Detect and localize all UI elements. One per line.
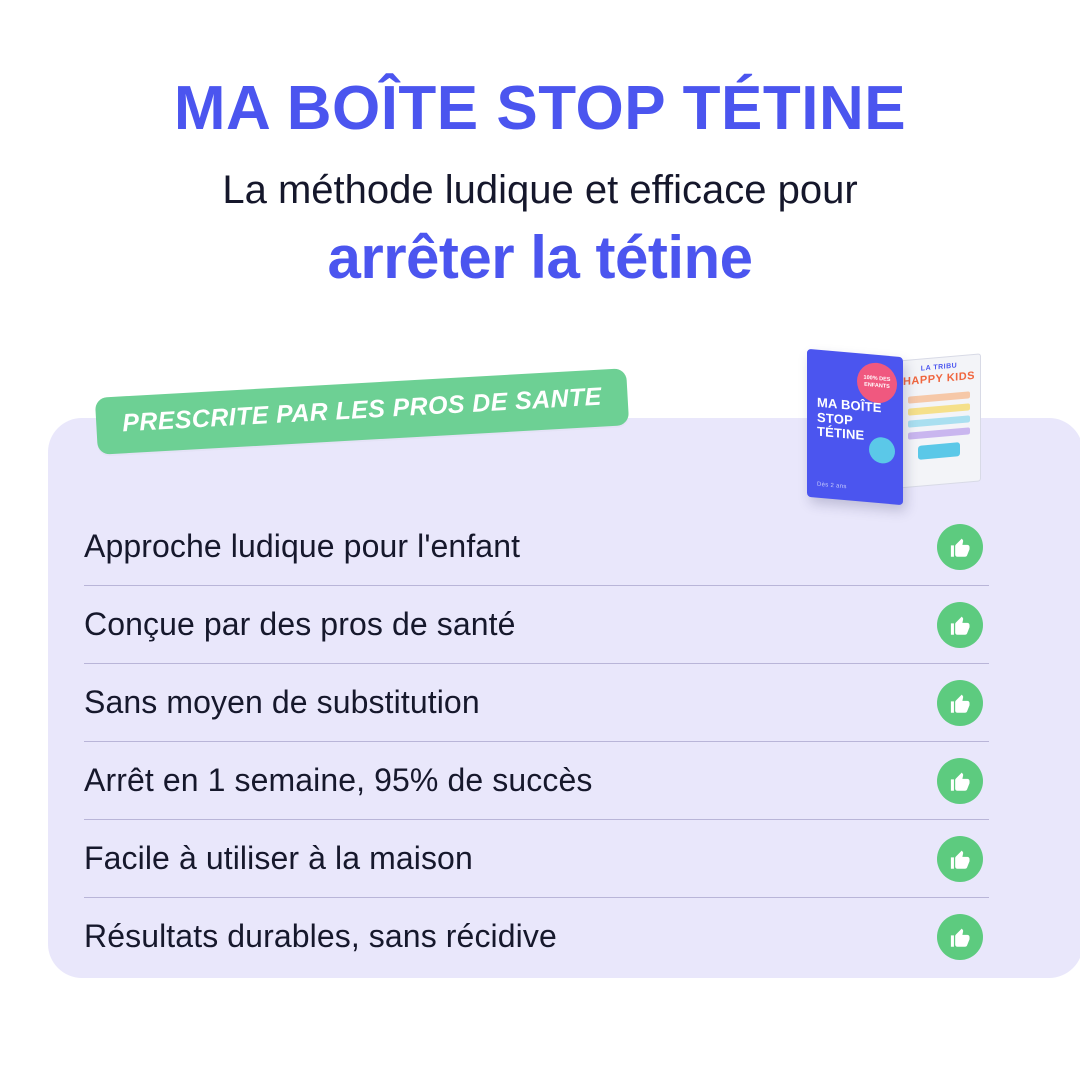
decorative-stripe	[908, 403, 970, 415]
list-item	[84, 820, 989, 898]
list-item	[84, 508, 989, 586]
thumbs-up-icon	[937, 680, 983, 726]
thumbs-up-icon	[937, 758, 983, 804]
list-item	[84, 664, 989, 742]
status-badge: PRESCRITE PAR LES PROS DE SANTE	[95, 368, 629, 455]
feature-label: Arrêt en 1 semaine, 95% de succès	[84, 762, 593, 798]
page-header	[0, 0, 1080, 289]
thumbs-up-icon	[937, 836, 983, 882]
list-item	[84, 586, 989, 664]
product-box-front	[807, 349, 903, 505]
product-side-top-label: LA TRIBU	[920, 362, 958, 373]
feature-label: Résultats durables, sans récidive	[84, 918, 557, 954]
pacifier-icon	[918, 442, 960, 460]
product-badge-bubble: 100% DES ENFANTS	[857, 361, 897, 404]
page-title-accent: arrêter la tétine	[327, 224, 753, 291]
decorative-stripe	[908, 415, 970, 427]
feature-label: Approche ludique pour l'enfant	[84, 528, 521, 564]
thumbs-up-icon	[937, 914, 983, 960]
product-front-footer: Dès 2 ans	[817, 481, 847, 491]
decorative-stripe	[908, 427, 970, 439]
feature-label: Sans moyen de substitution	[84, 684, 480, 720]
page-subtitle: La méthode ludique et efficace pour	[222, 168, 858, 212]
product-side-brand-label: HAPPY KIDS	[902, 369, 976, 389]
decorative-stripe	[908, 391, 970, 403]
thumbs-up-icon	[937, 524, 983, 570]
product-box-image	[793, 345, 993, 505]
feature-list	[84, 508, 989, 975]
feature-label: Conçue par des pros de santé	[84, 606, 516, 642]
list-item	[84, 898, 989, 975]
product-front-title: MA BOÎTE STOP TÉTINE	[817, 394, 882, 443]
list-item	[84, 742, 989, 820]
product-box-side	[897, 353, 981, 488]
page-title: MA BOÎTE STOP TÉTINE	[173, 74, 907, 143]
feature-label: Facile à utiliser à la maison	[84, 840, 473, 876]
thumbs-up-icon	[937, 602, 983, 648]
